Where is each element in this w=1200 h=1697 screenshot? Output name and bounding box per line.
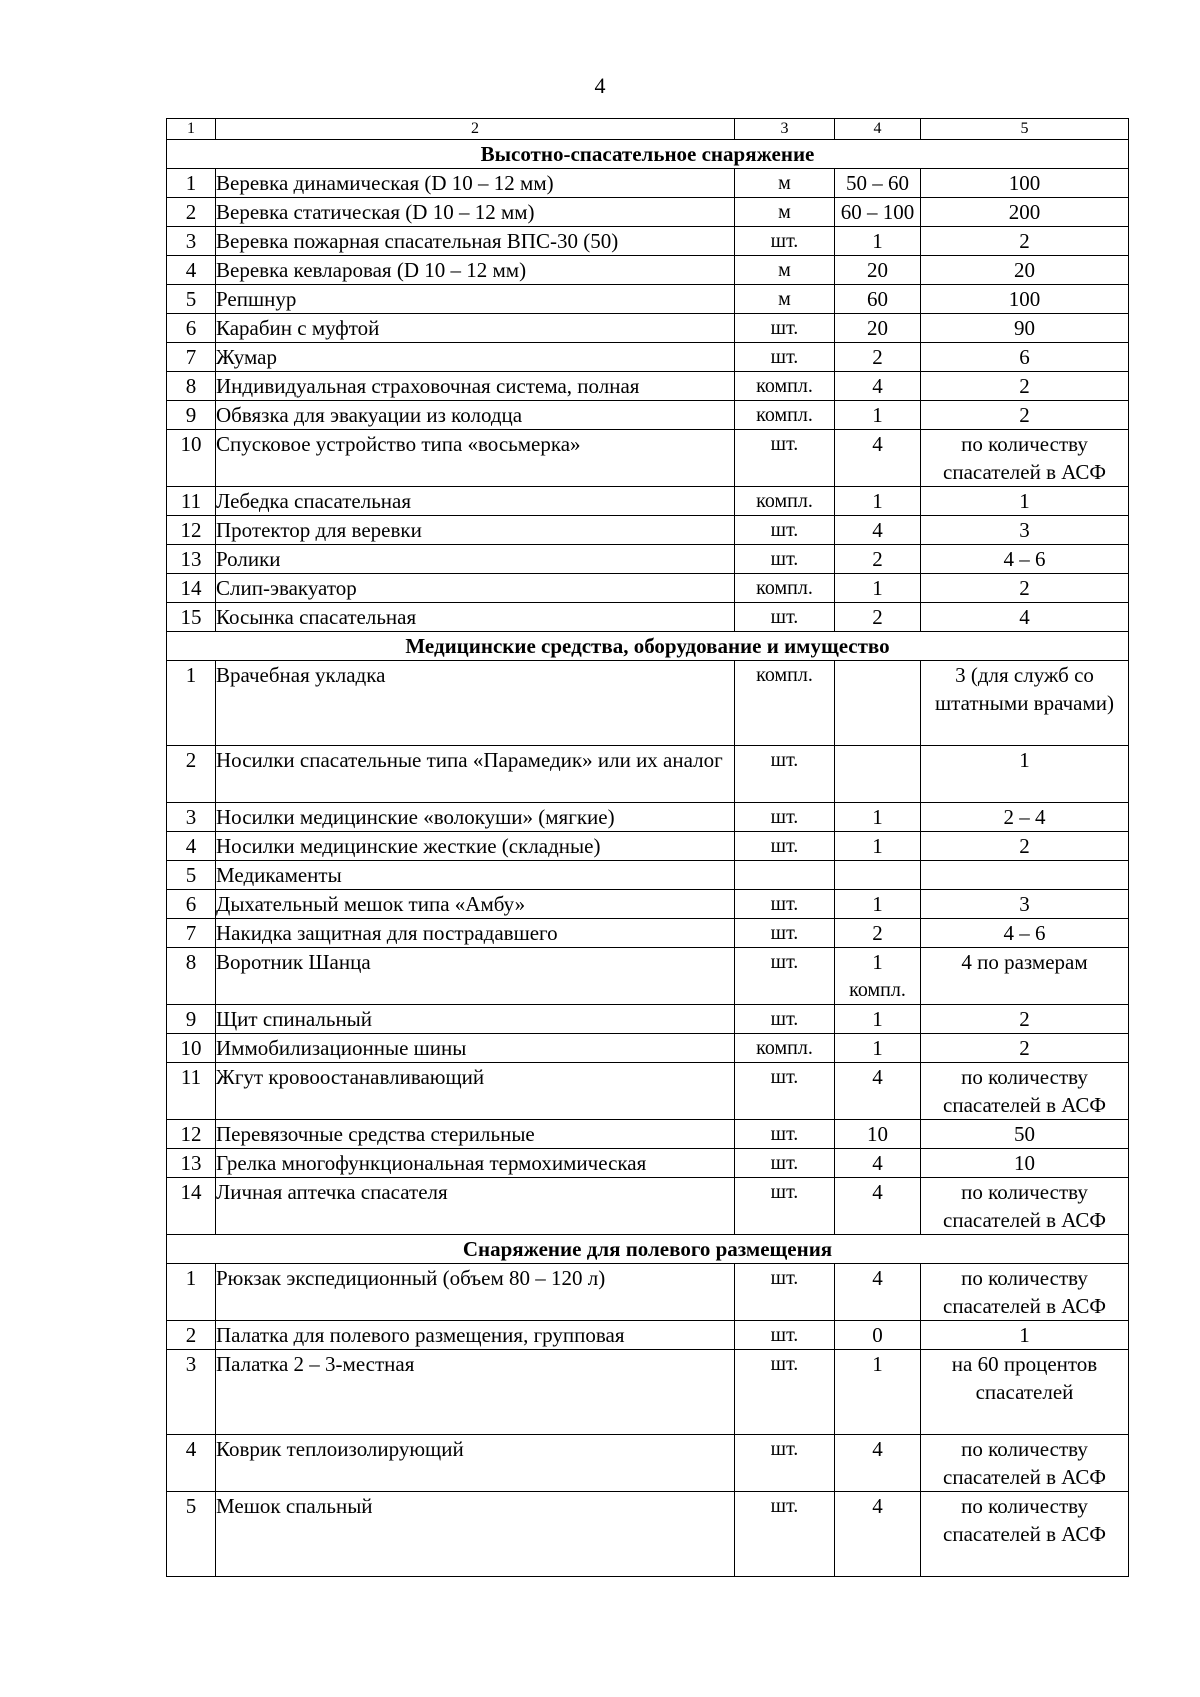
standard-quantity: 4: [921, 603, 1129, 632]
quantity: [835, 746, 921, 803]
quantity: [835, 1350, 921, 1435]
standard-quantity: по количеству спасателей в АСФ: [921, 1264, 1129, 1321]
quantity-value: 4: [872, 1151, 883, 1175]
column-number: 2: [216, 119, 735, 140]
table-row: [167, 401, 1129, 430]
unit-of-measure: шт.: [735, 343, 835, 372]
quantity-value: 60: [867, 287, 888, 311]
row-number: 1: [167, 169, 216, 198]
quantity-value: 4: [872, 1437, 883, 1461]
standard-quantity: [921, 861, 1129, 890]
item-name: Веревка пожарная спасательная ВПС-30 (50): [216, 227, 735, 256]
standard-quantity: 2 – 4: [921, 803, 1129, 832]
table-row: [167, 1321, 1129, 1350]
item-name: Репшнур: [216, 285, 735, 314]
item-name: Накидка защитная для пострадавшего: [216, 919, 735, 948]
unit-of-measure: компл.: [735, 574, 835, 603]
unit-of-measure: [735, 861, 835, 890]
quantity: [835, 1321, 921, 1350]
standard-quantity: по количеству спасателей в АСФ: [921, 430, 1129, 487]
quantity: [835, 1034, 921, 1063]
row-number: 11: [167, 1063, 216, 1120]
item-name: Мешок спальный: [216, 1492, 735, 1577]
table-row: [167, 832, 1129, 861]
unit-of-measure: шт.: [735, 1264, 835, 1321]
quantity-value: 1: [872, 1007, 883, 1031]
table-row: [167, 169, 1129, 198]
row-number: 8: [167, 948, 216, 1005]
quantity-value: 1: [872, 950, 883, 974]
unit-of-measure: компл.: [735, 372, 835, 401]
item-name: Веревка динамическая (D 10 – 12 мм): [216, 169, 735, 198]
row-number: 10: [167, 1034, 216, 1063]
quantity: [835, 516, 921, 545]
unit-of-measure: шт.: [735, 314, 835, 343]
quantity-value: 2: [872, 547, 883, 571]
table-row: [167, 661, 1129, 746]
quantity: [835, 1264, 921, 1321]
quantity: [835, 1063, 921, 1120]
unit-of-measure: шт.: [735, 948, 835, 1005]
row-number: 7: [167, 343, 216, 372]
standard-quantity: 100: [921, 285, 1129, 314]
unit-of-measure: шт.: [735, 1350, 835, 1435]
item-name: Перевязочные средства стерильные: [216, 1120, 735, 1149]
item-name: Грелка многофункциональная термохимическая: [216, 1149, 735, 1178]
quantity-value: 60 – 100: [840, 200, 915, 224]
item-name: Врачебная укладка: [216, 661, 735, 746]
standard-quantity: 50: [921, 1120, 1129, 1149]
quantity: [835, 861, 921, 890]
row-number: 3: [167, 803, 216, 832]
unit-of-measure: компл.: [735, 1034, 835, 1063]
quantity-value: 0: [872, 1323, 883, 1347]
item-name: Дыхательный мешок типа «Амбу»: [216, 890, 735, 919]
section-title: Медицинские средства, оборудование и имущество: [167, 632, 1129, 661]
standard-quantity: по количеству спасателей в АСФ: [921, 1435, 1129, 1492]
unit-of-measure: компл.: [735, 487, 835, 516]
standard-quantity: 200: [921, 198, 1129, 227]
row-number: 5: [167, 285, 216, 314]
quantity-value: 2: [872, 605, 883, 629]
quantity-value: 50 – 60: [846, 171, 909, 195]
item-name: Лебедка спасательная: [216, 487, 735, 516]
row-number: 6: [167, 890, 216, 919]
standard-quantity: по количеству спасателей в АСФ: [921, 1178, 1129, 1235]
standard-quantity: 100: [921, 169, 1129, 198]
table-row: [167, 1149, 1129, 1178]
standard-quantity: 10: [921, 1149, 1129, 1178]
row-number: 2: [167, 1321, 216, 1350]
row-number: 2: [167, 746, 216, 803]
table-row: [167, 487, 1129, 516]
table-row: [167, 1264, 1129, 1321]
quantity: [835, 487, 921, 516]
unit-of-measure: шт.: [735, 1120, 835, 1149]
row-number: 2: [167, 198, 216, 227]
quantity-value: 1: [872, 834, 883, 858]
item-name: Косынка спасательная: [216, 603, 735, 632]
page-number: 4: [594, 73, 606, 98]
unit-of-measure: шт.: [735, 1149, 835, 1178]
quantity-value: 1: [872, 489, 883, 513]
row-number: 13: [167, 545, 216, 574]
unit-of-measure: шт.: [735, 1321, 835, 1350]
section-title: Снаряжение для полевого размещения: [167, 1235, 1129, 1264]
quantity-value: 4: [872, 518, 883, 542]
quantity-value: 1: [872, 805, 883, 829]
quantity-value: 4: [872, 374, 883, 398]
unit-of-measure: компл.: [735, 661, 835, 746]
table-row: [167, 803, 1129, 832]
section-field-accommodation-header: [167, 1235, 1129, 1264]
unit-of-measure: шт.: [735, 919, 835, 948]
quantity-value: 1: [872, 403, 883, 427]
standard-quantity: 90: [921, 314, 1129, 343]
column-number: 4: [835, 119, 921, 140]
quantity: [835, 256, 921, 285]
quantity-value: 1: [872, 229, 883, 253]
column-number: 1: [167, 119, 216, 140]
item-name: Воротник Шанца: [216, 948, 735, 1005]
standard-quantity: 2: [921, 1034, 1129, 1063]
row-number: 12: [167, 1120, 216, 1149]
quantity-value: 4: [872, 1266, 883, 1290]
standard-quantity: на 60 процентов спасателей: [921, 1350, 1129, 1435]
row-number: 13: [167, 1149, 216, 1178]
quantity: [835, 574, 921, 603]
item-name: Палатка 2 – 3-местная: [216, 1350, 735, 1435]
quantity: [835, 343, 921, 372]
item-name: Медикаменты: [216, 861, 735, 890]
table-row: [167, 1492, 1129, 1577]
item-name: Коврик теплоизолирующий: [216, 1435, 735, 1492]
unit-of-measure: шт.: [735, 227, 835, 256]
item-name: Жумар: [216, 343, 735, 372]
row-number: 3: [167, 1350, 216, 1435]
table-row: [167, 1435, 1129, 1492]
row-number: 1: [167, 661, 216, 746]
item-name: Палатка для полевого размещения, групповая: [216, 1321, 735, 1350]
table-row: [167, 372, 1129, 401]
standard-quantity: 4 – 6: [921, 545, 1129, 574]
section-title: Высотно-спасательное снаряжение: [167, 140, 1129, 169]
standard-quantity: 1: [921, 746, 1129, 803]
table-row: [167, 516, 1129, 545]
quantity-value: 1: [872, 892, 883, 916]
table-row: [167, 919, 1129, 948]
quantity: [835, 227, 921, 256]
row-number: 8: [167, 372, 216, 401]
unit-of-measure: м: [735, 169, 835, 198]
unit-of-measure: м: [735, 198, 835, 227]
table-row: [167, 314, 1129, 343]
standard-quantity: 2: [921, 832, 1129, 861]
quantity: [835, 948, 921, 1005]
standard-quantity: 1: [921, 1321, 1129, 1350]
item-name: Веревка статическая (D 10 – 12 мм): [216, 198, 735, 227]
quantity: [835, 890, 921, 919]
standard-quantity: 4 – 6: [921, 919, 1129, 948]
quantity: [835, 832, 921, 861]
item-name: Карабин с муфтой: [216, 314, 735, 343]
item-name: Личная аптечка спасателя: [216, 1178, 735, 1235]
row-number: 3: [167, 227, 216, 256]
standard-quantity: 3 (для служб со штатными врачами): [921, 661, 1129, 746]
quantity: [835, 401, 921, 430]
item-name: Носилки медицинские жесткие (складные): [216, 832, 735, 861]
unit-of-measure: шт.: [735, 1178, 835, 1235]
quantity: [835, 430, 921, 487]
standard-quantity: 3: [921, 516, 1129, 545]
row-number: 10: [167, 430, 216, 487]
quantity: [835, 372, 921, 401]
quantity: [835, 1005, 921, 1034]
unit-of-measure: шт.: [735, 746, 835, 803]
item-name: Спусковое устройство типа «восьмерка»: [216, 430, 735, 487]
standard-quantity: 2: [921, 372, 1129, 401]
row-number: 15: [167, 603, 216, 632]
unit-of-measure: м: [735, 256, 835, 285]
quantity-value: 2: [872, 921, 883, 945]
standard-quantity: 2: [921, 1005, 1129, 1034]
unit-of-measure: шт.: [735, 516, 835, 545]
standard-quantity: 2: [921, 227, 1129, 256]
unit-of-measure: м: [735, 285, 835, 314]
quantity-value: 4: [872, 1065, 883, 1089]
table-row: [167, 1120, 1129, 1149]
quantity-value: 1: [872, 1036, 883, 1060]
item-name: Обвязка для эвакуации из колодца: [216, 401, 735, 430]
standard-quantity: 20: [921, 256, 1129, 285]
standard-quantity: 3: [921, 890, 1129, 919]
quantity: [835, 919, 921, 948]
unit-of-measure: шт.: [735, 430, 835, 487]
unit-of-measure: шт.: [735, 1435, 835, 1492]
unit-of-measure: шт.: [735, 603, 835, 632]
standard-quantity: по количеству спасателей в АСФ: [921, 1492, 1129, 1577]
item-name: Ролики: [216, 545, 735, 574]
quantity: [835, 1492, 921, 1577]
quantity: [835, 1178, 921, 1235]
item-name: Веревка кевларовая (D 10 – 12 мм): [216, 256, 735, 285]
table-row: [167, 948, 1129, 1005]
unit-of-measure: шт.: [735, 832, 835, 861]
quantity-value: 20: [867, 258, 888, 282]
item-name: Жгут кровоостанавливающий: [216, 1063, 735, 1120]
standard-quantity: 4 по размерам: [921, 948, 1129, 1005]
table-row: [167, 603, 1129, 632]
item-name: Индивидуальная страховочная система, полная: [216, 372, 735, 401]
unit-of-measure: компл.: [735, 401, 835, 430]
table-row: [167, 1350, 1129, 1435]
item-name: Иммобилизационные шины: [216, 1034, 735, 1063]
row-number: 4: [167, 256, 216, 285]
row-number: 1: [167, 1264, 216, 1321]
table-row: [167, 545, 1129, 574]
table-row: [167, 1063, 1129, 1120]
unit-of-measure: шт.: [735, 1063, 835, 1120]
quantity: [835, 314, 921, 343]
unit-of-measure: шт.: [735, 890, 835, 919]
table-row: [167, 574, 1129, 603]
equipment-table-body: [167, 119, 1129, 1577]
table-row: [167, 256, 1129, 285]
row-number: 5: [167, 861, 216, 890]
quantity: [835, 1149, 921, 1178]
unit-of-measure: шт.: [735, 803, 835, 832]
quantity: [835, 1120, 921, 1149]
quantity-value: 1: [872, 576, 883, 600]
quantity: [835, 803, 921, 832]
quantity-value: 2: [872, 345, 883, 369]
table-row: [167, 1005, 1129, 1034]
item-name: Протектор для веревки: [216, 516, 735, 545]
item-name: Носилки спасательные типа «Парамедик» или их аналог: [216, 746, 735, 803]
row-number: 14: [167, 574, 216, 603]
table-row: [167, 890, 1129, 919]
quantity-value: 1: [872, 1352, 883, 1376]
table-row: [167, 1178, 1129, 1235]
item-name: Рюкзак экспедиционный (объем 80 – 120 л): [216, 1264, 735, 1321]
item-name: Носилки медицинские «волокуши» (мягкие): [216, 803, 735, 832]
quantity: [835, 198, 921, 227]
row-number: 4: [167, 832, 216, 861]
row-number: 11: [167, 487, 216, 516]
quantity-unit: компл.: [849, 979, 906, 1001]
row-number: 6: [167, 314, 216, 343]
column-number-header-row: [167, 119, 1129, 140]
row-number: 7: [167, 919, 216, 948]
quantity: [835, 285, 921, 314]
table-row: [167, 861, 1129, 890]
table-row: [167, 198, 1129, 227]
unit-of-measure: шт.: [735, 545, 835, 574]
row-number: 12: [167, 516, 216, 545]
table-row: [167, 1034, 1129, 1063]
quantity-value: 4: [872, 432, 883, 456]
column-number: 5: [921, 119, 1129, 140]
table-row: [167, 343, 1129, 372]
row-number: 4: [167, 1435, 216, 1492]
quantity: [835, 1435, 921, 1492]
table-row: [167, 746, 1129, 803]
quantity: [835, 545, 921, 574]
equipment-table: [166, 118, 1129, 1577]
quantity-value: 10: [867, 1122, 888, 1146]
quantity: [835, 169, 921, 198]
quantity-value: 20: [867, 316, 888, 340]
item-name: Слип-эвакуатор: [216, 574, 735, 603]
unit-of-measure: шт.: [735, 1492, 835, 1577]
row-number: 14: [167, 1178, 216, 1235]
table-row: [167, 227, 1129, 256]
quantity: [835, 661, 921, 746]
row-number: 5: [167, 1492, 216, 1577]
standard-quantity: 2: [921, 401, 1129, 430]
unit-of-measure: шт.: [735, 1005, 835, 1034]
quantity-value: 4: [872, 1494, 883, 1518]
item-name: Щит спинальный: [216, 1005, 735, 1034]
section-high-rescue-equipment-header: [167, 140, 1129, 169]
row-number: 9: [167, 1005, 216, 1034]
table-row: [167, 430, 1129, 487]
standard-quantity: 6: [921, 343, 1129, 372]
table-row: [167, 285, 1129, 314]
section-medical-equipment-header: [167, 632, 1129, 661]
row-number: 9: [167, 401, 216, 430]
standard-quantity: 1: [921, 487, 1129, 516]
standard-quantity: по количеству спасателей в АСФ: [921, 1063, 1129, 1120]
standard-quantity: 2: [921, 574, 1129, 603]
quantity: [835, 603, 921, 632]
quantity-value: 4: [872, 1180, 883, 1204]
column-number: 3: [735, 119, 835, 140]
